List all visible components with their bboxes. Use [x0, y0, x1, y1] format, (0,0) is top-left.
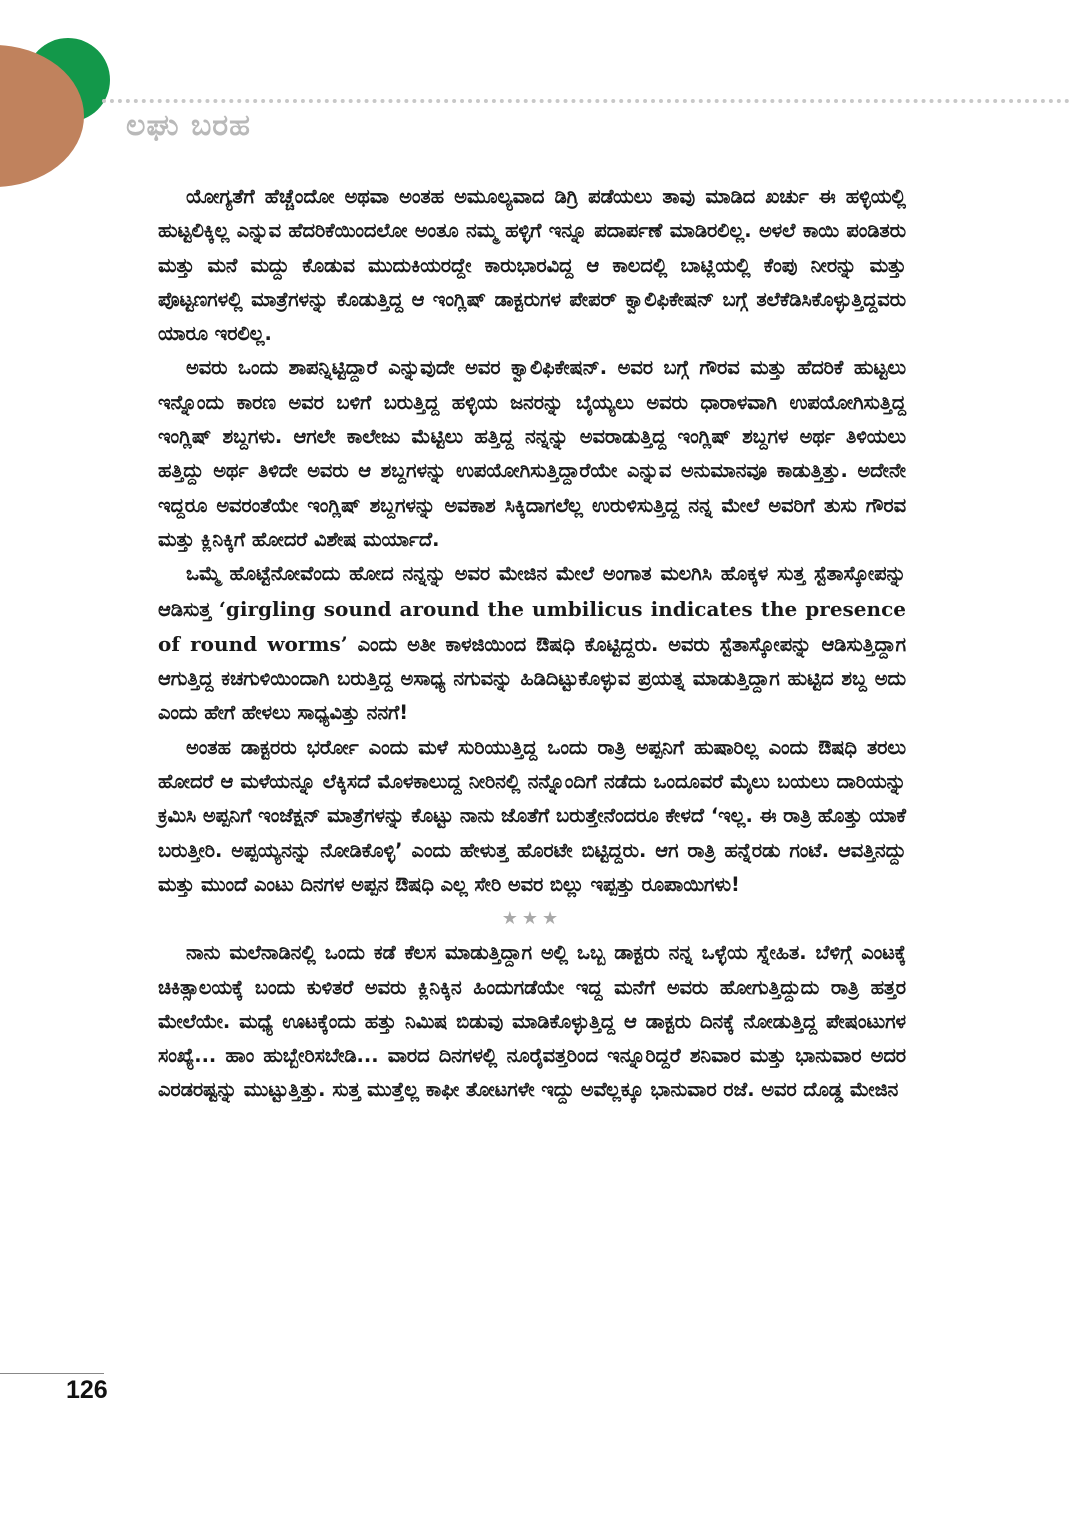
- paragraph-5: ನಾನು ಮಲೆನಾಡಿನಲ್ಲಿ ಒಂದು ಕಡೆ ಕೆಲಸ ಮಾಡುತ್ತಿದ್ದಾಗ ಅಲ್ಲಿ ಒಬ್ಬ ಡಾಕ್ಟರು ನನ್ನ ಒಳ್ಳೆಯ ಸ್ನೇಹಿತ. ಬೆಳಿಗ್ಗೆ ಎಂಟಕ್ಕೆ ಚಿಕಿತ್ಸಾಲಯಕ್ಕೆ ಬಂದು ಕುಳಿತರೆ ಅವರು ಕ್ಲಿನಿಕ್ಕಿನ ಹಿಂದುಗಡೆಯೇ ಇದ್ದ ಮನೆಗೆ ಅವರು ಹೋಗುತ್ತಿದ್ದುದು ರಾತ್ರಿ ಹತ್ತರ ಮೇಲೆಯೇ. ಮಧ್ಯೆ ಊಟಕ್ಕೆಂದು ಹತ್ತು ನಿಮಿಷ ಬಿಡುವು ಮಾಡಿಕೊಳ್ಳುತ್ತಿದ್ದ ಆ ಡಾಕ್ಟರು ದಿನಕ್ಕೆ ನೋಡುತ್ತಿದ್ದ ಪೇಷಂಟುಗಳ ಸಂಖ್ಯೆ... ಹಾಂ ಹುಬ್ಬೇರಿಸಬೇಡಿ... ವಾರದ ದಿನಗಳಲ್ಲಿ ನೂರೈವತ್ತರಿಂದ ಇನ್ನೂರಿದ್ದರೆ ಶನಿವಾರ ಮತ್ತು ಭಾನುವಾರ ಅದರ ಎರಡರಷ್ಟನ್ನು ಮುಟ್ಟುತ್ತಿತ್ತು. ಸುತ್ತ ಮುತ್ತೆಲ್ಲ ಕಾಫೀ ತೋಟಗಳೇ ಇದ್ದು ಅವೆಲ್ಲಕ್ಕೂ ಭಾನುವಾರ ರಜೆ. ಅವರ ದೊಡ್ಡ ಮೇಜಿನ: [158, 941, 906, 1102]
- section-title: ಲಘು ಬರಹ: [126, 108, 251, 143]
- paragraph-3-part-a: ಒಮ್ಮೆ ಹೊಟ್ಟೆನೋವೆಂದು ಹೋದ ನನ್ನನ್ನು ಅವರ ಮೇಜಿನ ಮೇಲೆ ಅಂಗಾತ ಮಲಗಿಸಿ ಹೊಕ್ಕಳ ಸುತ್ತ ಸ್ಟೆತಾಸ್ಕೋಪನ್ನು ಆಡಿಸುತ್ತ: [158, 562, 906, 621]
- english-quote: ‘girgling sound around the umbilicus indicates the presence of round worms’: [158, 596, 906, 656]
- header-dotted-rule: [102, 99, 1070, 103]
- paragraph-3: [158, 557, 906, 730]
- page-number: 126: [66, 1376, 108, 1404]
- paragraph-3-part-b: ಎಂದು ಅತೀ ಕಾಳಜಿಯಿಂದ ಔಷಧಿ ಕೊಟ್ಟಿದ್ದರು. ಅವರು ಸ್ಟೆತಾಸ್ಕೋಪನ್ನು ಆಡಿಸುತ್ತಿದ್ದಾಗ ಆಗುತ್ತಿದ್ದ ಕಚಗುಳಿಯಿಂದಾಗಿ ಬರುತ್ತಿದ್ದ ಅಸಾಧ್ಯ ನಗುವನ್ನು ಹಿಡಿದಿಟ್ಟುಕೊಳ್ಳುವ ಪ್ರಯತ್ನ ಮಾಡುತ್ತಿದ್ದಾಗ ಹುಟ್ಟಿದ ಶಬ್ದ ಅದು ಎಂದು ಹೇಗೆ ಹೇಳಲು ಸಾಧ್ಯವಿತ್ತು ನನಗೆ!: [158, 632, 906, 725]
- paragraph-1: ಯೋಗ್ಯತೆಗೆ ಹೆಚ್ಚೆಂದೋ ಅಥವಾ ಅಂತಹ ಅಮೂಲ್ಯವಾದ ಡಿಗ್ರಿ ಪಡೆಯಲು ತಾವು ಮಾಡಿದ ಖರ್ಚು ಈ ಹಳ್ಳಿಯಲ್ಲಿ ಹುಟ್ಟಲಿಕ್ಕಿಲ್ಲ ಎನ್ನುವ ಹೆದರಿಕೆಯಿಂದಲೋ ಅಂತೂ ನಮ್ಮ ಹಳ್ಳಿಗೆ ಇನ್ನೂ ಪದಾರ್ಪಣೆ ಮಾಡಿರಲಿಲ್ಲ. ಅಳಲೆ ಕಾಯಿ ಪಂಡಿತರು ಮತ್ತು ಮನೆ ಮದ್ದು ಕೊಡುವ ಮುದುಕಿಯರದ್ದೇ ಕಾರುಭಾರವಿದ್ದ ಆ ಕಾಲದಲ್ಲಿ ಬಾಟ್ಲಿಯಲ್ಲಿ ಕೆಂಪು ನೀರನ್ನು ಮತ್ತು ಪೊಟ್ಟಣಗಳಲ್ಲಿ ಮಾತ್ರೆಗಳನ್ನು ಕೊಡುತ್ತಿದ್ದ ಆ ಇಂಗ್ಲಿಷ್ ಡಾಕ್ಟರುಗಳ ಪೇಪರ್ ಕ್ವಾಲಿಫಿಕೇಷನ್ ಬಗ್ಗೆ ತಲೆಕೆಡಿಸಿಕೊಳ್ಳುತ್ತಿದ್ದವರು ಯಾರೂ ಇರಲಿಲ್ಲ.: [158, 185, 906, 346]
- section-separator: ★★★: [501, 908, 563, 930]
- footer-rule: [0, 1373, 104, 1374]
- article-body: [158, 180, 906, 1108]
- paragraph-4: ಅಂತಹ ಡಾಕ್ಟರರು ಭರ್ರೋ ಎಂದು ಮಳೆ ಸುರಿಯುತ್ತಿದ್ದ ಒಂದು ರಾತ್ರಿ ಅಪ್ಪನಿಗೆ ಹುಷಾರಿಲ್ಲ ಎಂದು ಔಷಧಿ ತರಲು ಹೋದರೆ ಆ ಮಳೆಯನ್ನೂ ಲೆಕ್ಕಿಸದೆ ಮೊಳಕಾಲುದ್ದ ನೀರಿನಲ್ಲಿ ನನ್ನೊಂದಿಗೆ ನಡೆದು ಒಂದೂವರೆ ಮೈಲು ಬಯಲು ದಾರಿಯನ್ನು ಕ್ರಮಿಸಿ ಅಪ್ಪನಿಗೆ ಇಂಜೆಕ್ಷನ್ ಮಾತ್ರೆಗಳನ್ನು ಕೊಟ್ಟು ನಾನು ಜೊತೆಗೆ ಬರುತ್ತೇನೆಂದರೂ ಕೇಳದೆ ‘ಇಲ್ಲ. ಈ ರಾತ್ರಿ ಹೊತ್ತು ಯಾಕೆ ಬರುತ್ತೀರಿ. ಅಪ್ಪಯ್ಯನನ್ನು ನೋಡಿಕೊಳ್ಳಿ’ ಎಂದು ಹೇಳುತ್ತ ಹೊರಟೇ ಬಿಟ್ಟಿದ್ದರು. ಆಗ ರಾತ್ರಿ ಹನ್ನೆರಡು ಗಂಟೆ. ಆವತ್ತಿನದ್ದು ಮತ್ತು ಮುಂದೆ ಎಂಟು ದಿನಗಳ ಅಪ್ಪನ ಔಷಧಿ ಎಲ್ಲ ಸೇರಿ ಅವರ ಬಿಲ್ಲು ಇಪ್ಪತ್ತು ರೂಪಾಯಿಗಳು!: [158, 735, 906, 896]
- paragraph-2: ಅವರು ಒಂದು ಶಾಪನ್ನಿಟ್ಟಿದ್ದಾರೆ ಎನ್ನುವುದೇ ಅವರ ಕ್ವಾಲಿಫಿಕೇಷನ್. ಅವರ ಬಗ್ಗೆ ಗೌರವ ಮತ್ತು ಹೆದರಿಕೆ ಹುಟ್ಟಲು ಇನ್ನೊಂದು ಕಾರಣ ಅವರ ಬಳಿಗೆ ಬರುತ್ತಿದ್ದ ಹಳ್ಳಿಯ ಜನರನ್ನು ಬೈಯ್ಯಲು ಅವರು ಧಾರಾಳವಾಗಿ ಉಪಯೋಗಿಸುತ್ತಿದ್ದ ಇಂಗ್ಲಿಷ್ ಶಬ್ದಗಳು. ಆಗಲೇ ಕಾಲೇಜು ಮೆಟ್ಟಿಲು ಹತ್ತಿದ್ದ ನನ್ನನ್ನು ಅವರಾಡುತ್ತಿದ್ದ ಇಂಗ್ಲಿಷ್ ಶಬ್ದಗಳ ಅರ್ಥ ತಿಳಿಯಲು ಹತ್ತಿದ್ದು ಅರ್ಥ ತಿಳಿದೇ ಅವರು ಆ ಶಬ್ದಗಳನ್ನು ಉಪಯೋಗಿಸುತ್ತಿದ್ದಾರೆಯೇ ಎನ್ನುವ ಅನುಮಾನವೂ ಕಾಡುತ್ತಿತ್ತು. ಅದೇನೇ ಇದ್ದರೂ ಅವರಂತೆಯೇ ಇಂಗ್ಲಿಷ್ ಶಬ್ದಗಳನ್ನು ಅವಕಾಶ ಸಿಕ್ಕಿದಾಗಲೆಲ್ಲ ಉರುಳಿಸುತ್ತಿದ್ದ ನನ್ನ ಮೇಲೆ ಅವರಿಗೆ ತುಸು ಗೌರವ ಮತ್ತು ಕ್ಲಿನಿಕ್ಕಿಗೆ ಹೋದರೆ ವಿಶೇಷ ಮರ್ಯಾದೆ.: [158, 356, 906, 551]
